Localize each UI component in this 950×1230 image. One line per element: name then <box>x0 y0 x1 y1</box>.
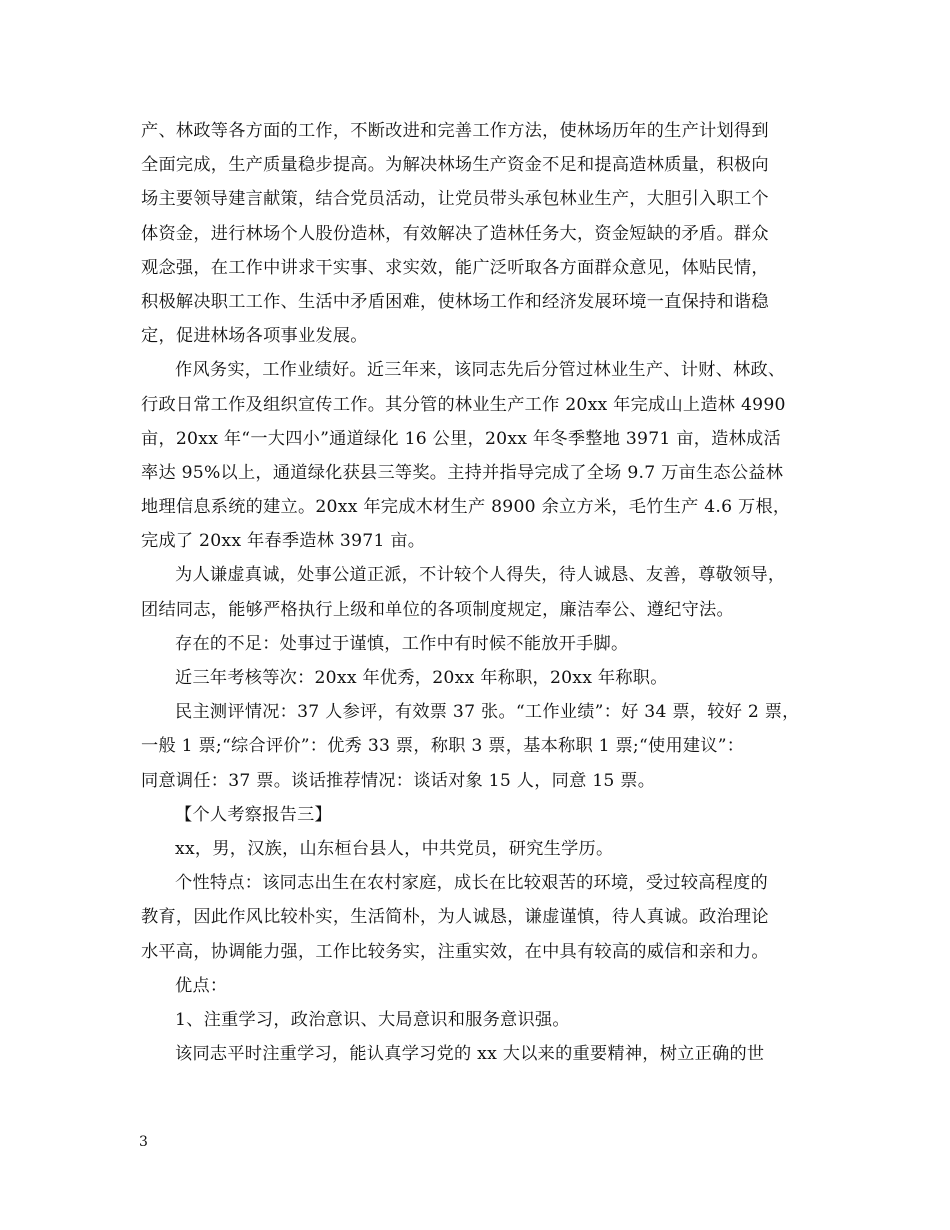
text-line: 该同志平时注重学习，能认真学习党的 xx 大以来的重要精神，树立正确的世 <box>175 1044 765 1065</box>
text-line: 存在的不足：处事过于谨慎，工作中有时候不能放开手脚。 <box>175 633 629 654</box>
text-line: 个性特点：该同志出生在农村家庭，成长在比较艰苦的环境，受过较高程度的 <box>175 873 768 894</box>
text-line: 全面完成，生产质量稳步提高。为解决林场生产资金不足和提高造林质量，积极向 <box>141 155 769 176</box>
text-line: xx，男，汉族，山东桓台县人，中共党员，研究生学历。 <box>175 838 614 859</box>
text-line: 为人谦虚真诚，处事公道正派，不计较个人得失，待人诚恳、友善，尊敬领导， <box>175 565 786 586</box>
text-line: 团结同志，能够严格执行上级和单位的各项制度规定，廉洁奉公、遵纪守法。 <box>141 599 734 620</box>
text-line: 民主测评情况：37 人参评，有效票 37 张。“工作业绩”：好 34 票，较好 2 票， <box>175 702 800 723</box>
text-line: 同意调任：37 票。谈话推荐情况：谈话对象 15 人，同意 15 票。 <box>141 770 656 791</box>
text-line: 积极解决职工工作、生活中矛盾困难，使林场工作和经济发展环境一直保持和谐稳 <box>141 291 769 312</box>
text-line: 亩，20xx 年“一大四小”通道绿化 16 公里，20xx 年冬季整地 3971 亩，造林成活 <box>141 428 781 449</box>
text-line: 水平高，协调能力强，工作比较务实，注重实效，在中具有较高的威信和亲和力。 <box>141 941 769 962</box>
section-heading: 【个人考察报告三】 <box>175 804 332 825</box>
text-line: 教育，因此作风比较朴实，生活简朴，为人诚恳，谦虚谨慎，待人真诚。政治理论 <box>141 907 769 928</box>
text-line: 产、林政等各方面的工作，不断改进和完善工作方法，使林场历年的生产计划得到 <box>141 121 769 141</box>
text-line: 率达 95%以上，通道绿化获县三等奖。主持并指导完成了全场 9.7 万亩生态公益林 <box>141 462 784 483</box>
text-line: 优点： <box>175 975 228 996</box>
page-number: 3 <box>139 1134 148 1150</box>
text-line: 完成了 20xx 年春季造林 3971 亩。 <box>141 531 426 552</box>
text-line: 近三年考核等次：20xx 年优秀，20xx 年称职，20xx 年称职。 <box>175 668 668 688</box>
text-line: 行政日常工作及组织宣传工作。其分管的林业生产工作 20xx 年完成山上造林 4990 <box>141 394 786 415</box>
body-text <box>141 114 831 1071</box>
text-line: 地理信息系统的建立。20xx 年完成木材生产 8900 余立方米，毛竹生产 4.6 万根， <box>141 497 791 518</box>
text-line: 体资金，进行林场个人股份造林，有效解决了造林任务大，资金短缺的矛盾。群众 <box>141 223 769 244</box>
text-line: 一般 1 票;“综合评价”：优秀 33 票，称职 3 票，基本称职 1 票;“使用建议”： <box>141 736 745 757</box>
text-line: 作风务实，工作业绩好。近三年来，该同志先后分管过林业生产、计财、林政、 <box>175 360 786 381</box>
text-line: 1、注重学习，政治意识、大局意识和服务意识强。 <box>175 1009 570 1030</box>
text-line: 场主要领导建言献策，结合党员活动，让党员带头承包林业生产，大胆引入职工个 <box>141 189 769 210</box>
text-line: 观念强，在工作中讲求干实事、求实效，能广泛听取各方面群众意见，体贴民情， <box>141 257 769 278</box>
text-line: 定，促进林场各项事业发展。 <box>141 326 368 347</box>
